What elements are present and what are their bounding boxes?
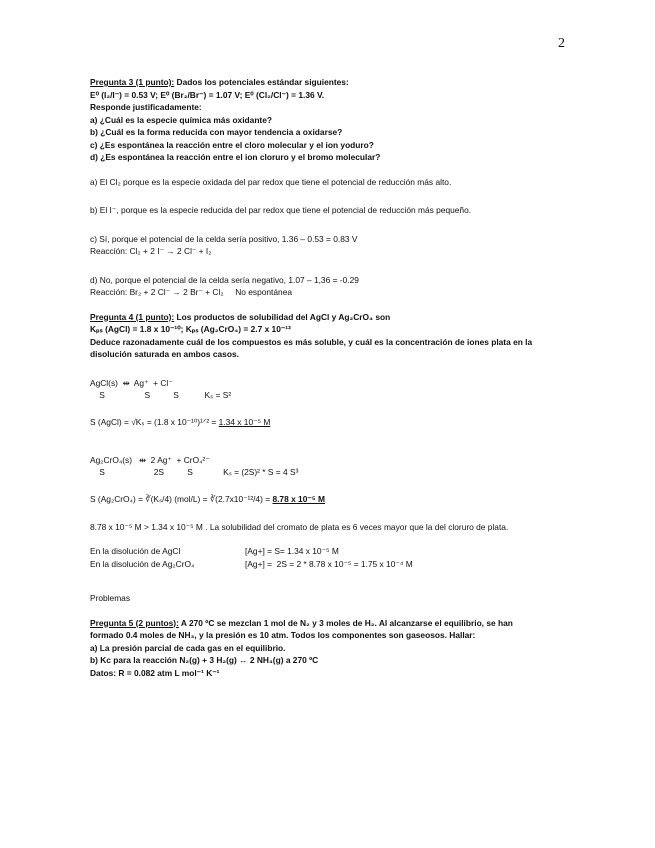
question-5-title: Pregunta 5 (2 puntos):: [90, 617, 179, 628]
question-3-part-a: a) ¿Cuál es la especie química más oxidante?: [90, 114, 272, 125]
question-3-part-b: b) ¿Cuál es la forma reducida con mayor tendencia a oxidarse?: [90, 127, 343, 137]
question-5-part-a: a) La presión parcial de cada gas en el equilibrio.: [90, 642, 286, 653]
page-number: 2: [558, 36, 565, 51]
agcl-equilibrium: AgCl(s) ⇹ Ag⁺ + Cl⁻: [90, 377, 173, 388]
ag2cro4-solubility-result: 8.78 x 10⁻⁵ M: [272, 494, 326, 505]
agcl-solubility-calc: [90, 414, 590, 432]
question-5-part-b: b) Kc para la reacción N₂(g) + 3 H₂(g) ↔ 2 NH₃(g) a 270 ºC: [90, 655, 319, 665]
question-3-header: [90, 76, 590, 89]
question-3-answer-d-reaction: Reacción: Br₂ + 2 Cl⁻ → 2 Br⁻ + Cl₂ No espontánea: [90, 287, 293, 297]
dissolution-ag2cro4-value: [Ag+] = 2S = 2 * 8.78 x 10⁻⁵ = 1.75 x 10⁻⁴ M: [245, 558, 413, 569]
agcl-solubility-result: 1.34 x 10⁻⁵ M: [218, 417, 271, 428]
ag2cro4-solubility-row: S 2S S Kₛ = (2S)² * S = 4 S³: [90, 467, 299, 477]
document-body: [90, 76, 590, 679]
question-4-ksp: Kₚₛ (AgCl) = 1.8 x 10⁻¹⁰; Kₚₛ (Ag₂CrO₄) = 2.7 x 10⁻¹²: [90, 324, 291, 334]
ag2cro4-solubility-calc: [90, 491, 590, 509]
question-3-instruction: Responde justificadamente:: [90, 102, 202, 112]
dissolution-agcl-row: [90, 545, 590, 558]
question-5-header: [90, 617, 590, 630]
ag2cro4-equilibrium: Ag₂CrO₄(s) ⇹ 2 Ag⁺ + CrO₄²⁻: [90, 454, 210, 465]
question-3-part-c: c) ¿Es espontánea la reacción entre el cloro molecular y el ion yoduro?: [90, 139, 374, 150]
question-5-data: Datos: R = 0.082 atm L mol⁻¹ K⁻¹: [90, 667, 220, 678]
question-3-title: Pregunta 3 (1 punto):: [90, 77, 175, 87]
question-4-statement: Deduce razonadamente cuál de los compuestos es más soluble, y cuál es la concentración de iones plata en la: [90, 336, 533, 347]
agcl-solubility-expression: S (AgCl) = √Kₛ = (1.8 x 10⁻¹⁰)¹ᐟ² =: [90, 417, 219, 428]
question-5-line-2: formado 0.4 moles de NH₃, y la presión es 10 atm. Todos los componentes son gaseosos. Hallar:: [90, 630, 476, 640]
question-5-intro: A 270 ºC se mezclan 1 mol de N₂ y 3 moles de H₂. Al alcanzarse el equilibrio, se han: [178, 617, 513, 628]
dissolution-ag2cro4-row: [90, 558, 590, 571]
dissolution-agcl-label: En la disolución de AgCl: [90, 546, 181, 556]
ag2cro4-solubility-expression: S (Ag₂CrO₄) = ∛(Kₛ/4) (mol/L) = ∛(2.7x10⁻¹²/4) =: [90, 494, 273, 505]
dissolution-agcl-value: [Ag+] = S= 1.34 x 10⁻⁵ M: [245, 546, 339, 556]
question-4-title: Pregunta 4 (1 punto):: [90, 311, 175, 322]
question-4-header: [90, 311, 590, 324]
question-3-answer-d: d) No, porque el potencial de la celda sería negativo, 1.07 – 1,36 = -0.29: [90, 274, 359, 285]
question-3-answer-b: b) El I⁻, porque es la especie reducida del par redox que tiene el potencial de reducción más pequeño.: [90, 205, 472, 215]
dissolution-ag2cro4-label: En la disolución de Ag₂CrO₄: [90, 558, 195, 569]
question-3-intro: Dados los potenciales estándar siguientes:: [174, 77, 349, 87]
solubility-comparison: 8.78 x 10⁻⁵ M > 1.34 x 10⁻⁵ M . La solubilidad del cromato de plata es 6 veces mayor que la del cloruro de plata.: [90, 521, 509, 532]
question-3-potentials: E⁰ (I₂/I⁻) = 0.53 V; E⁰ (Br₂/Br⁻) = 1.07 V; E⁰ (Cl₂/Cl⁻) = 1.36 V.: [90, 89, 325, 100]
question-3-answer-a: a) El Cl₂ porque es la especie oxidada del par redox que tiene el potencial de reducción más alto.: [90, 176, 452, 187]
question-3-answer-c-reaction: Reacción: Cl₂ + 2 I⁻ → 2 Cl⁻ + I₂: [90, 246, 212, 256]
question-4-statement-2: disolución saturada en ambos casos.: [90, 349, 239, 359]
question-3-part-d: d) ¿Es espontánea la reacción entre el ion cloruro y el bromo molecular?: [90, 152, 381, 162]
problems-heading: Problemas: [90, 593, 131, 603]
agcl-solubility-row: S S S Kₛ = S²: [90, 390, 232, 400]
question-3-answer-c: c) Sí, porque el potencial de la celda sería positivo, 1.36 – 0.53 = 0.83 V: [90, 233, 358, 244]
question-4-intro: Los productos de solubilidad del AgCl y Ag₂CrO₄ son: [174, 311, 391, 322]
